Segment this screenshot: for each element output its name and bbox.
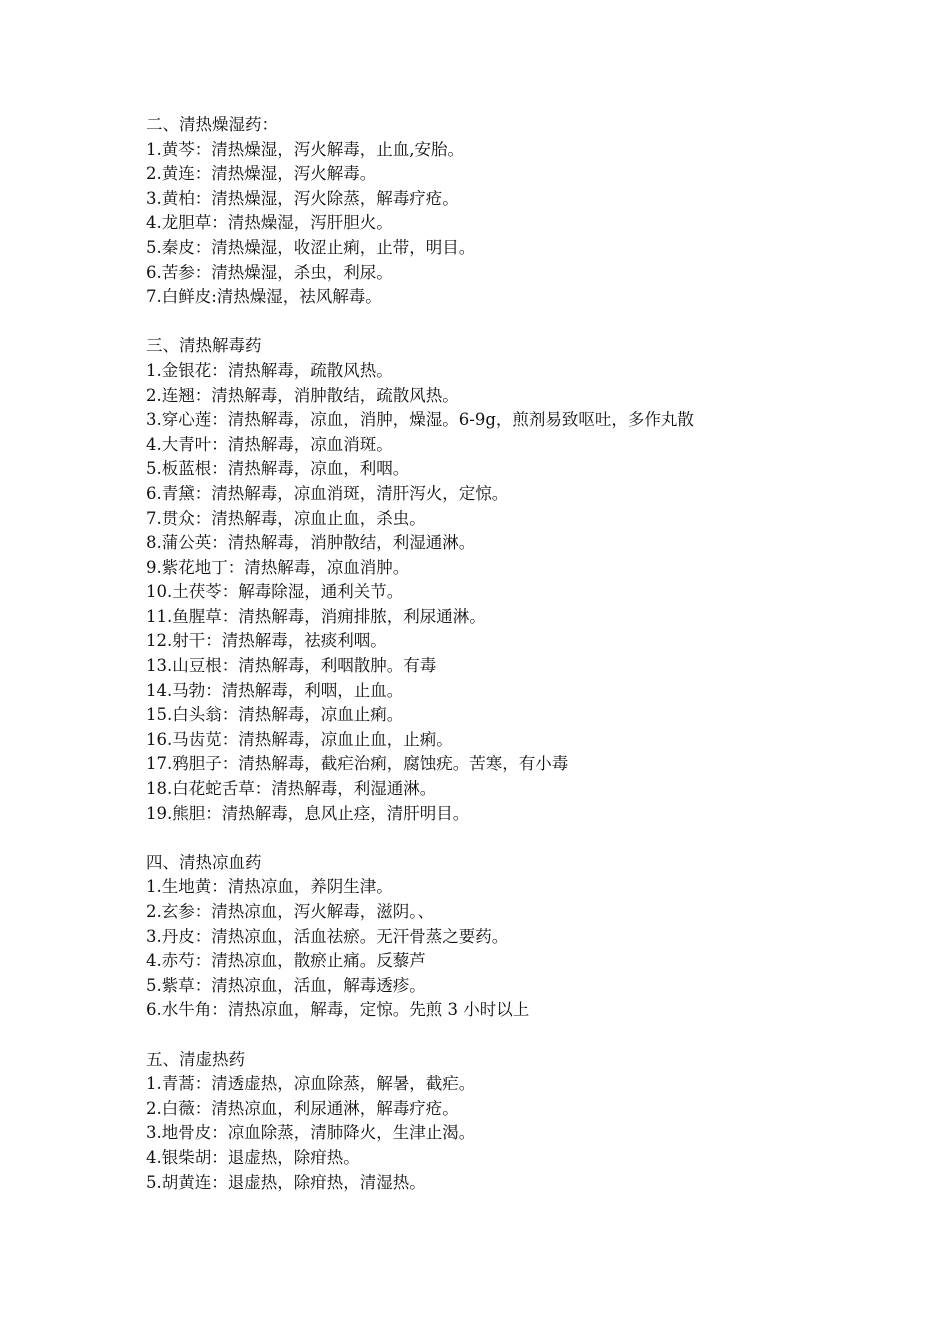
- list-item: 5.秦皮：清热燥湿，收涩止痢，止带，明目。: [146, 237, 476, 257]
- list-item: 1.生地黄：清热凉血，养阴生津。: [146, 877, 393, 897]
- list-item: 19.熊胆：清热解毒，息风止痉，清肝明目。: [146, 803, 470, 823]
- list-item: 6.苦参：清热燥湿，杀虫，利尿。: [146, 262, 393, 282]
- list-item: 2.玄参：清热凉血，泻火解毒，滋阴。、: [146, 902, 434, 921]
- section-dry-dampness: [146, 113, 926, 310]
- list-item: 1.青蒿：清透虚热，凉血除蒸，解暑，截疟。: [146, 1074, 476, 1094]
- list-item: 4.大青叶：清热解毒，凉血消斑。: [146, 434, 393, 454]
- list-item: 4.赤芍：清热凉血，散瘀止痛。反藜芦: [146, 951, 426, 971]
- list-item: 17.鸦胆子：清热解毒，截疟治痢，腐蚀疣。苦寒，有小毒: [146, 754, 569, 774]
- section-heading: 五、清虚热药: [146, 1049, 245, 1069]
- list-item: 7.白鲜皮:清热燥湿，祛风解毒。: [146, 287, 382, 307]
- list-item: 14.马勃：清热解毒，利咽，止血。: [146, 680, 404, 700]
- list-item: 4.龙胆草：清热燥湿，泻肝胆火。: [146, 213, 393, 233]
- list-item: 8.蒲公英：清热解毒，消肿散结，利湿通淋。: [146, 533, 476, 553]
- list-item: 3.丹皮：清热凉血，活血祛瘀。无汗骨蒸之要药。: [146, 926, 509, 946]
- list-item: 15.白头翁：清热解毒，凉血止痢。: [146, 705, 404, 725]
- list-item: 5.紫草：清热凉血，活血，解毒透疹。: [146, 975, 426, 995]
- list-item: 5.胡黄连：退虚热，除疳热，清湿热。: [146, 1172, 426, 1192]
- list-item: 1.黄芩：清热燥湿，泻火解毒，止血,安胎。: [146, 139, 464, 159]
- section-cool-blood: [146, 851, 926, 1023]
- list-item: 11.鱼腥草：清热解毒，消痈排脓，利尿通淋。: [146, 606, 486, 626]
- list-item: 1.金银花：清热解毒，疏散风热。: [146, 360, 393, 380]
- list-item: 12.射干：清热解毒，祛痰利咽。: [146, 631, 387, 651]
- list-item: 4.银柴胡：退虚热，除疳热。: [146, 1147, 360, 1167]
- section-heading: 四、清热凉血药: [146, 852, 262, 872]
- section-detox: [146, 334, 926, 826]
- document-page: [146, 113, 926, 1220]
- list-item: 10.土茯苓：解毒除湿，通利关节。: [146, 582, 404, 602]
- list-item: 5.板蓝根：清热解毒，凉血，利咽。: [146, 459, 410, 479]
- list-item: 2.连翘：清热解毒，消肿散结，疏散风热。: [146, 385, 459, 405]
- list-item: 6.青黛：清热解毒，凉血消斑，清肝泻火，定惊。: [146, 483, 509, 503]
- section-heading: 二、清热燥湿药：: [146, 115, 278, 134]
- list-item: 3.黄柏：清热燥湿，泻火除蒸，解毒疗疮。: [146, 188, 459, 208]
- list-item: 13.山豆根：清热解毒，利咽散肿。有毒: [146, 656, 437, 676]
- list-item: 2.白薇：清热凉血，利尿通淋，解毒疗疮。: [146, 1098, 459, 1118]
- list-item: 3.穿心莲：清热解毒，凉血，消肿，燥湿。6-9g，煎剂易致呕吐，多作丸散: [146, 410, 694, 430]
- list-item: 18.白花蛇舌草：清热解毒，利湿通淋。: [146, 779, 437, 799]
- section-heading: 三、清热解毒药: [146, 336, 262, 356]
- list-item: 9.紫花地丁：清热解毒，凉血消肿。: [146, 557, 410, 577]
- list-item: 6.水牛角：清热凉血，解毒，定惊。先煎 3 小时以上: [146, 1000, 530, 1020]
- section-deficiency-heat: [146, 1048, 926, 1196]
- list-item: 16.马齿苋：清热解毒，凉血止血，止痢。: [146, 729, 453, 749]
- list-item: 3.地骨皮：凉血除蒸，清肺降火，生津止渴。: [146, 1123, 476, 1143]
- list-item: 7.贯众：清热解毒，凉血止血，杀虫。: [146, 508, 426, 528]
- list-item: 2.黄连：清热燥湿，泻火解毒。: [146, 164, 377, 184]
